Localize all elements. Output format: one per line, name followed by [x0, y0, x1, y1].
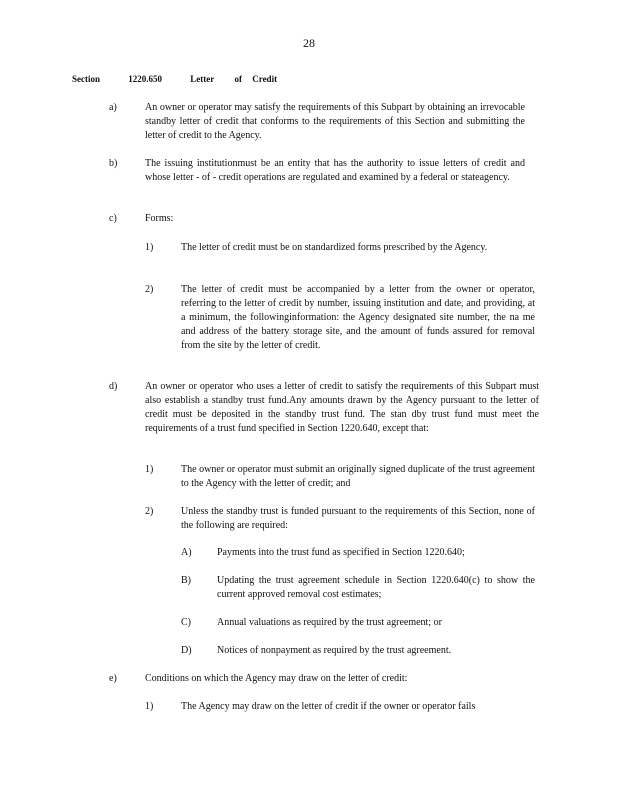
- item-c1-text: The letter of credit must be on standardized forms prescribed by the Agency.: [181, 242, 488, 253]
- item-d2a-text: Payments into the trust fund as specified in Section 1220.640;: [217, 547, 465, 558]
- section-word: Section: [72, 74, 100, 84]
- section-title-c: Credit: [252, 74, 278, 84]
- item-e-label: e): [109, 673, 117, 684]
- item-c1-label: 1): [145, 242, 154, 253]
- item-c2-text: The letter of credit must be accompanied by a letter from the owner or operator, referring to the letter of credit by number, issuing institution and date, and providing, at a minimum, the followinginformation: the Agency designated site number, the na me and address of the battery storage site, and the amount of funds assured for removal from the site by the letter of credit.: [181, 284, 535, 351]
- section-number: 1220.650: [128, 74, 162, 84]
- page-number: 28: [303, 36, 315, 50]
- item-b-label: b): [109, 158, 118, 169]
- item-d-label: d): [109, 381, 118, 392]
- item-a-text: An owner or operator may satisfy the requirements of this Subpart by obtaining an irrevocable standby letter of credit that conforms to the requirements of this Section and submitting the letter of credit to the Agency.: [145, 102, 525, 141]
- item-d-text: An owner or operator who uses a letter of credit to satisfy the requirements of this Subpart must also establish a standby trust fund.Any amounts drawn by the Agency pursuant to the letter of credit must be deposited in the standby trust fund. The stan dby trust fund must meet the requirements of a trust fund specified in Section 1220.640, except that:: [145, 381, 539, 434]
- item-d2d-text: Notices of nonpayment as required by the trust agreement.: [217, 645, 452, 656]
- item-d2b-text: Updating the trust agreement schedule in Section 1220.640(c) to show the current approved removal cost estimates;: [217, 575, 535, 600]
- item-d2-label: 2): [145, 506, 154, 517]
- item-d2a-label: A): [181, 547, 192, 558]
- item-e-text: Conditions on which the Agency may draw on the letter of credit:: [145, 673, 408, 684]
- item-d2b-label: B): [181, 575, 191, 586]
- section-title-a: Letter: [190, 74, 215, 84]
- item-d1-text: The owner or operator must submit an originally signed duplicate of the trust agreement to the Agency with the letter of credit; and: [181, 464, 535, 489]
- item-a-label: a): [109, 102, 117, 113]
- item-e1-text: The Agency may draw on the letter of credit if the owner or operator fails: [181, 701, 476, 712]
- item-d1-label: 1): [145, 464, 154, 475]
- item-d2c-text: Annual valuations as required by the trust agreement; or: [217, 617, 442, 628]
- item-c-label: c): [109, 213, 117, 224]
- item-b-text: The issuing institutionmust be an entity that has the authority to issue letters of credit and whose letter - of - credit operations are regulated and examined by a federal or stateagency.: [145, 158, 525, 183]
- item-c2-label: 2): [145, 284, 154, 295]
- item-d2c-label: C): [181, 617, 191, 628]
- item-d2-text: Unless the standby trust is funded pursuant to the requirements of this Section, none of the following are required:: [181, 506, 535, 531]
- item-c-text: Forms:: [145, 213, 174, 224]
- item-e1-label: 1): [145, 701, 154, 712]
- section-heading: [72, 74, 277, 84]
- item-d2d-label: D): [181, 645, 192, 656]
- section-title-b: of: [234, 74, 242, 84]
